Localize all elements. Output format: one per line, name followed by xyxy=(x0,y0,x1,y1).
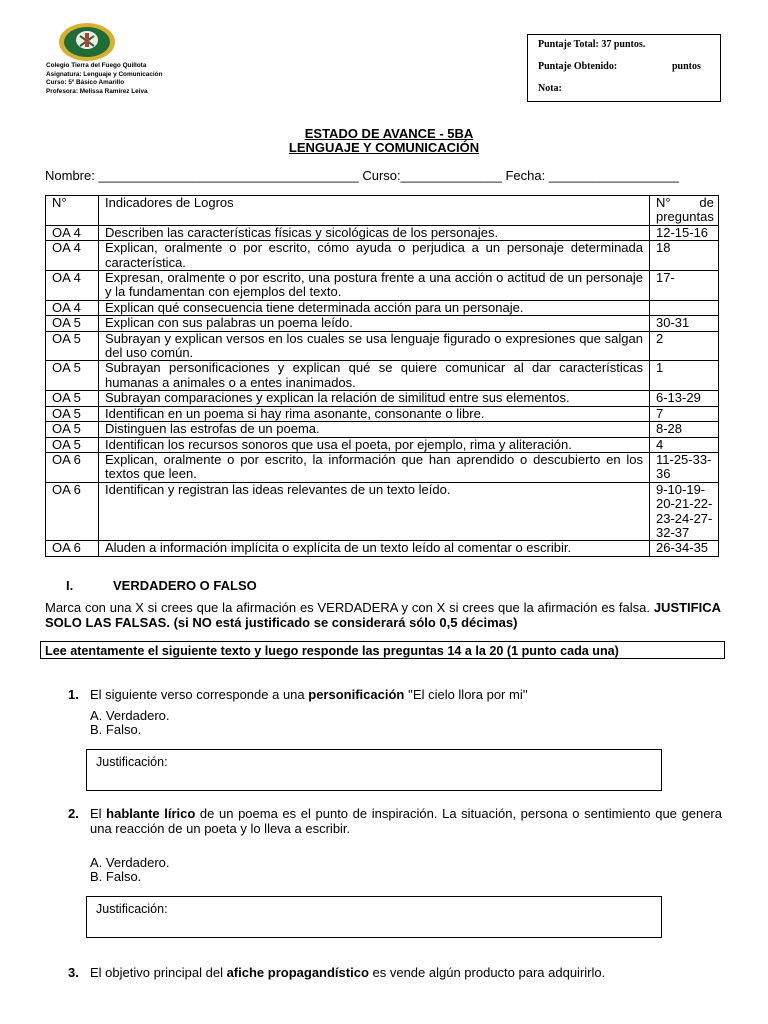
row-questions: 6-13-29 xyxy=(650,391,719,406)
row-questions: 12-15-16 xyxy=(650,225,719,240)
grade-label: Nota: xyxy=(538,83,562,94)
instruction-bold: JUSTIFICA SOLO LAS FALSAS. (si NO está justificado se considerará sólo 0,5 décimas) xyxy=(45,600,721,630)
row-oa: OA 4 xyxy=(46,225,99,240)
subject: Asignatura: Lenguaje y Comunicación xyxy=(46,70,163,78)
row-oa: OA 5 xyxy=(46,316,99,331)
points-label: puntos xyxy=(672,61,701,72)
section-heading xyxy=(66,578,257,593)
school-crest-icon xyxy=(58,22,116,62)
row-questions: 26-34-35 xyxy=(650,541,719,556)
table-row xyxy=(46,300,719,315)
question-number: 2. xyxy=(68,806,79,821)
header-indicator: Indicadores de Logros xyxy=(99,196,650,226)
table-row xyxy=(46,316,719,331)
student-info-line[interactable]: Nombre: ____________________________________ Curso:______________ Fecha: __________________ xyxy=(45,168,679,183)
option-false[interactable]: B. Falso. xyxy=(90,869,142,884)
row-indicator: Distinguen las estrofas de un poema. xyxy=(99,422,650,437)
row-oa: OA 6 xyxy=(46,541,99,556)
row-indicator: Subrayan personificaciones y explican qué se quiere comunicar al dar características humanas a animales o a entes inanimados. xyxy=(99,361,650,391)
teacher: Profesora: Melissa Ramírez Leiva xyxy=(46,87,148,95)
row-oa: OA 4 xyxy=(46,300,99,315)
table-header-row xyxy=(46,196,719,226)
row-indicator: Explican qué consecuencia tiene determinada acción para un personaje. xyxy=(99,300,650,315)
row-oa: OA 6 xyxy=(46,482,99,541)
row-indicator: Subrayan y explican versos en los cuales se usa lenguaje figurado o expresiones que salgan del uso común. xyxy=(99,331,650,361)
course: Curso: 5º Básico Amarillo xyxy=(46,79,125,87)
row-questions: 1 xyxy=(650,361,719,391)
instruction-text: Marca con una X si crees que la afirmación es VERDADERA y con X si crees que la afirmación es falsa. xyxy=(45,600,650,615)
row-oa: OA 5 xyxy=(46,331,99,361)
option-false[interactable]: B. Falso. xyxy=(90,722,142,737)
row-questions: 7 xyxy=(650,406,719,421)
obtained-score-label: Puntaje Obtenido: xyxy=(538,61,618,72)
row-indicator: Aluden a información implícita o explícita de un texto leído al comentar o escribir. xyxy=(99,541,650,556)
row-oa: OA 4 xyxy=(46,241,99,271)
row-questions: 9-10-19-20-21-22-23-24-27-32-37 xyxy=(650,482,719,541)
header-questions-b: de xyxy=(699,195,714,210)
instructions xyxy=(45,601,721,630)
table-row xyxy=(46,271,719,301)
table-row xyxy=(46,361,719,391)
row-indicator: Identifican en un poema si hay rima asonante, consonante o libre. xyxy=(99,406,650,421)
row-oa: OA 5 xyxy=(46,391,99,406)
table-row xyxy=(46,482,719,541)
justification-box[interactable]: Justificación: xyxy=(86,749,662,791)
row-questions: 17- xyxy=(650,271,719,301)
section-number: I. xyxy=(66,578,74,593)
table-row xyxy=(46,225,719,240)
total-score: Puntaje Total: 37 puntos. xyxy=(538,39,646,50)
row-oa: OA 5 xyxy=(46,437,99,452)
question-text: El objetivo principal del afiche propagandístico es vende algún producto para adquirirlo. xyxy=(90,965,606,980)
section-title: VERDADERO O FALSO xyxy=(113,578,257,593)
row-questions: 2 xyxy=(650,331,719,361)
reading-instruction-box: Lee atentamente el siguiente texto y luego responde las preguntas 14 a la 20 (1 punto cada una) xyxy=(40,641,725,659)
row-questions: 18 xyxy=(650,241,719,271)
table-row xyxy=(46,391,719,406)
row-oa: OA 5 xyxy=(46,422,99,437)
question-number: 3. xyxy=(68,965,79,980)
row-oa: OA 5 xyxy=(46,361,99,391)
row-indicator: Explican, oralmente o por escrito, la información que han aprendido o descubierto en los textos que leen. xyxy=(99,452,650,482)
row-indicator: Identifican los recursos sonoros que usa el poeta, por ejemplo, rima y aliteración. xyxy=(99,437,650,452)
header-questions xyxy=(650,196,719,226)
row-indicator: Explican con sus palabras un poema leído. xyxy=(99,316,650,331)
question-number: 1. xyxy=(68,687,79,702)
table-row xyxy=(46,241,719,271)
row-indicator: Subrayan comparaciones y explican la relación de similitud entre sus elementos. xyxy=(99,391,650,406)
table-row xyxy=(46,452,719,482)
row-questions xyxy=(650,300,719,315)
row-oa: OA 4 xyxy=(46,271,99,301)
row-oa: OA 6 xyxy=(46,452,99,482)
table-row xyxy=(46,406,719,421)
school-name: Colegio Tierra del Fuego Quillota xyxy=(46,62,147,69)
question-text: El siguiente verso corresponde a una personificación ''El cielo llora por mi'' xyxy=(90,687,528,702)
row-indicator: Explican, oralmente o por escrito, cómo ayuda o perjudica a un personaje determinada característica. xyxy=(99,241,650,271)
school-info xyxy=(46,62,162,96)
option-true[interactable]: A. Verdadero. xyxy=(90,855,170,870)
row-indicator: Identifican y registran las ideas relevantes de un texto leído. xyxy=(99,482,650,541)
document-title: ESTADO DE AVANCE - 5BA xyxy=(304,126,474,141)
row-questions: 4 xyxy=(650,437,719,452)
table-row xyxy=(46,331,719,361)
document-subtitle: LENGUAJE Y COMUNICACIÓN xyxy=(288,140,480,155)
row-questions: 8-28 xyxy=(650,422,719,437)
header-num: N° xyxy=(46,196,99,226)
table-row xyxy=(46,541,719,556)
row-indicator: Describen las características físicas y sicológicas de los personajes. xyxy=(99,225,650,240)
indicators-table xyxy=(45,195,719,557)
table-row xyxy=(46,422,719,437)
row-oa: OA 5 xyxy=(46,406,99,421)
row-questions: 30-31 xyxy=(650,316,719,331)
header-questions-a: N° xyxy=(656,195,671,210)
row-indicator: Expresan, oralmente o por escrito, una postura frente a una acción o actitud de un personaje y la fundamentan con ejemplos del texto. xyxy=(99,271,650,301)
table-row xyxy=(46,437,719,452)
option-true[interactable]: A. Verdadero. xyxy=(90,708,170,723)
header-questions-c: preguntas xyxy=(656,209,714,225)
justification-box[interactable]: Justificación: xyxy=(86,896,662,938)
question-text: El hablante lírico de un poema es el punto de inspiración. La situación, persona o sentimiento que genera una reacción de un poeta y lo lleva a escribir. xyxy=(90,806,722,836)
score-box xyxy=(527,34,721,102)
row-questions: 11-25-33-36 xyxy=(650,452,719,482)
